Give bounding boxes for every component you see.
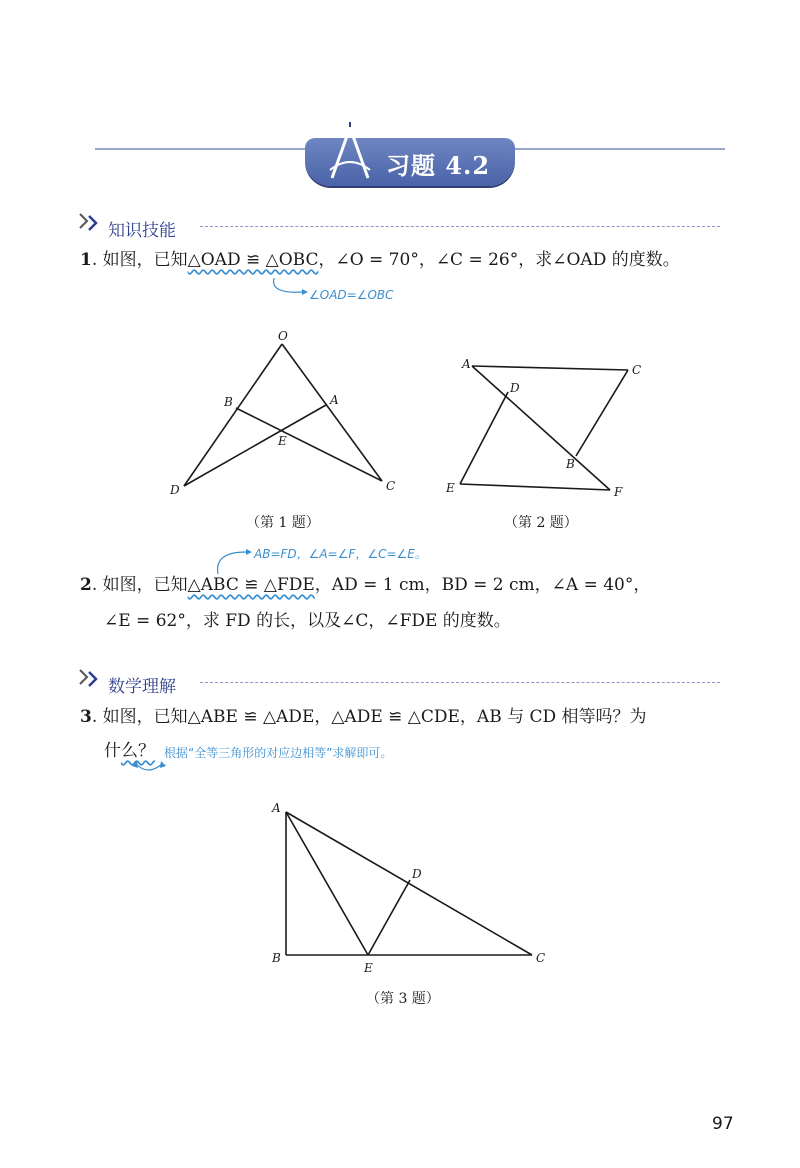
figure-1	[160, 328, 410, 508]
figure-3	[266, 800, 556, 980]
banner-line-right	[515, 148, 725, 150]
segment-ed	[368, 880, 410, 955]
problem-text: 什	[104, 741, 121, 761]
problem-3: 3. 如图，已知△ABE ≌ △ADE，△ADE ≌ △CDE，AB 与 CD 相等吗？为	[80, 707, 647, 727]
page-number: 97	[712, 1114, 734, 1134]
annotation-arrow	[268, 276, 308, 300]
compass-icon	[320, 118, 380, 186]
problem-text: ，∠O = 70°，∠C = 26°，求∠OAD 的度数。	[318, 250, 680, 270]
vertex-label-e: E	[278, 434, 287, 448]
vertex-label-d: D	[510, 381, 520, 395]
segment-de	[460, 392, 508, 484]
banner-line-left	[95, 148, 305, 150]
vertex-label-e: E	[446, 481, 455, 495]
vertex-label-b: B	[224, 395, 233, 409]
vertex-label-c: C	[536, 951, 546, 965]
segment-ac	[472, 366, 628, 370]
vertex-label-o: O	[278, 329, 288, 343]
annotation-note: ∠OAD=∠OBC	[309, 288, 394, 302]
figure-3-caption: （第 3 题）	[366, 991, 440, 1007]
vertex-label-a: A	[330, 393, 339, 407]
vertex-label-e: E	[364, 961, 373, 975]
figure-2-caption: （第 2 题）	[504, 515, 578, 531]
segment-ac	[286, 812, 532, 955]
chevron-icon	[78, 668, 104, 688]
segment-cb	[576, 370, 628, 456]
vertex-label-d: D	[170, 483, 180, 497]
exercise-title: 习题 4.2	[386, 151, 491, 180]
section-divider	[200, 226, 720, 227]
section-divider	[200, 682, 720, 683]
vertex-label-b: B	[566, 457, 575, 471]
highlighted-condition: △ABC ≌ △FDE	[187, 575, 315, 595]
figure-1-caption: （第 1 题）	[246, 515, 320, 531]
problem-text: 如图，已知△ABE ≌ △ADE，△ADE ≌ △CDE，AB 与 CD 相等吗？为	[102, 707, 647, 727]
vertex-label-c: C	[386, 479, 396, 493]
vertex-label-b: B	[272, 951, 281, 965]
problem-text: ，AD = 1 cm，BD = 2 cm，∠A = 40°，	[314, 575, 651, 595]
segment-af	[472, 366, 610, 490]
problem-text: 如图，已知	[102, 575, 188, 595]
problem-text: 如图，已知	[102, 250, 188, 270]
segment-oc	[282, 344, 382, 481]
annotation-arrow	[130, 760, 170, 776]
annotation-note: 根据“全等三角形的对应边相等”求解即可。	[164, 746, 393, 760]
vertex-label-a: A	[462, 357, 471, 371]
annotation-note: AB=FD，∠A=∠F，∠C=∠E。	[254, 547, 427, 561]
figure-2	[440, 350, 650, 510]
segment-od	[184, 344, 282, 486]
vertex-label-a: A	[272, 801, 281, 815]
vertex-label-c: C	[632, 363, 642, 377]
chevron-icon	[78, 212, 104, 232]
section-title-skills: 知识技能	[108, 221, 176, 241]
vertex-label-f: F	[614, 485, 623, 499]
problem-1: 1. 如图，已知△OAD ≌ △OBC，∠O = 70°，∠C = 26°，求∠OAD 的度数。	[80, 250, 680, 270]
problem-2: 2. 如图，已知△ABC ≌ △FDE，AD = 1 cm，BD = 2 cm，∠A = 40°，	[80, 575, 651, 595]
segment-ae	[286, 812, 368, 955]
problem-number: 3	[80, 707, 92, 727]
problem-number: 2	[80, 575, 92, 595]
problem-text: ∠E = 62°，求 FD 的长，以及∠C，∠FDE 的度数。	[104, 611, 511, 631]
highlighted-condition: △OAD ≌ △OBC	[187, 250, 319, 270]
problem-number: 1	[80, 250, 92, 270]
vertex-label-d: D	[412, 867, 422, 881]
segment-ef	[460, 484, 610, 490]
section-title-understanding: 数学理解	[108, 677, 176, 697]
problem-2-line-2	[104, 604, 511, 638]
highlighted-condition: 么？	[121, 741, 155, 761]
